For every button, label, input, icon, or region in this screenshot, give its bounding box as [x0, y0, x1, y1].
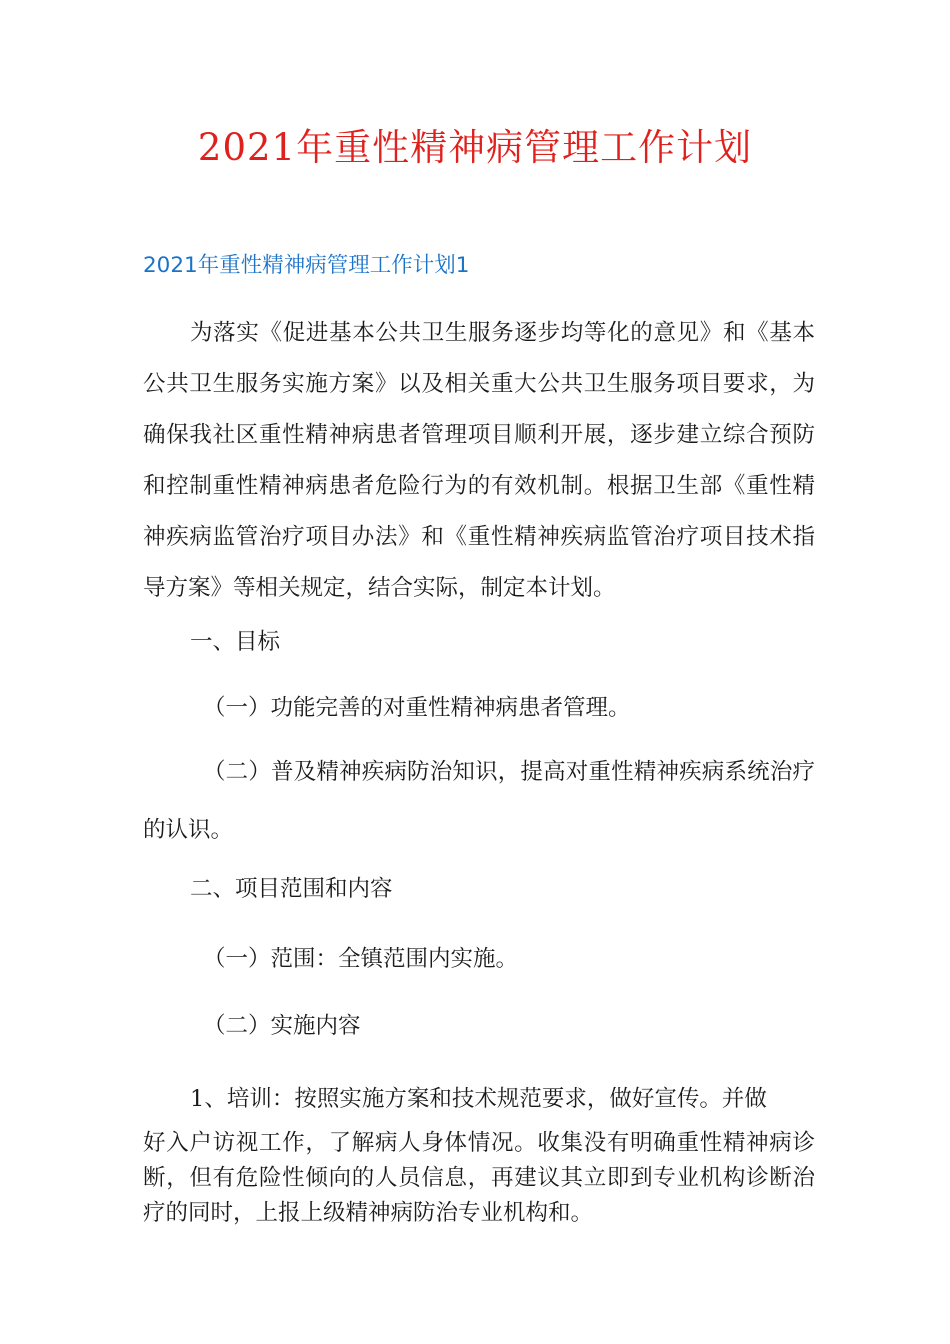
training-paragraph-first-line: 1、培训：按照实施方案和技术规范要求，做好宣传。并做 — [190, 1086, 767, 1112]
document-title: 2021年重性精神病管理工作计划 — [197, 126, 753, 169]
goal-heading: 一、目标 — [190, 629, 281, 655]
goal-item-1: （一）功能完善的对重性精神病患者管理。 — [203, 695, 631, 721]
training-paragraph-continuation: 好入户访视工作，了解病人身体情况。收集没有明确重性精神病诊断，但有危险性倾向的人员信息，再建议其立即到专业机构诊断治疗的同时，上报上级精神病防治专业机构和。 — [143, 1130, 815, 1226]
section-heading: 2021年重性精神病管理工作计划1 — [143, 253, 470, 278]
intro-paragraph: 为落实《促进基本公共卫生服务逐步均等化的意见》和《基本公共卫生服务实施方案》以及相关重大公共卫生服务项目要求，为确保我社区重性精神病患者管理项目顺利开展，逐步建立综合预防和控制重性精神病患者危险行为的有效机制。根据卫生部《重性精神疾病监管治疗项目办法》和《重性精神疾病监管治疗项目技术指导方案》等相关规定，结合实际，制定本计划。 — [143, 320, 815, 601]
goal-item-2: （二）普及精神疾病防治知识，提高对重性精神疾病系统治疗的认识。 — [143, 759, 815, 843]
scope-item-1: （一）范围：全镇范围内实施。 — [203, 946, 519, 972]
scope-heading: 二、项目范围和内容 — [190, 876, 393, 902]
scope-item-2: （二）实施内容 — [203, 1013, 361, 1039]
